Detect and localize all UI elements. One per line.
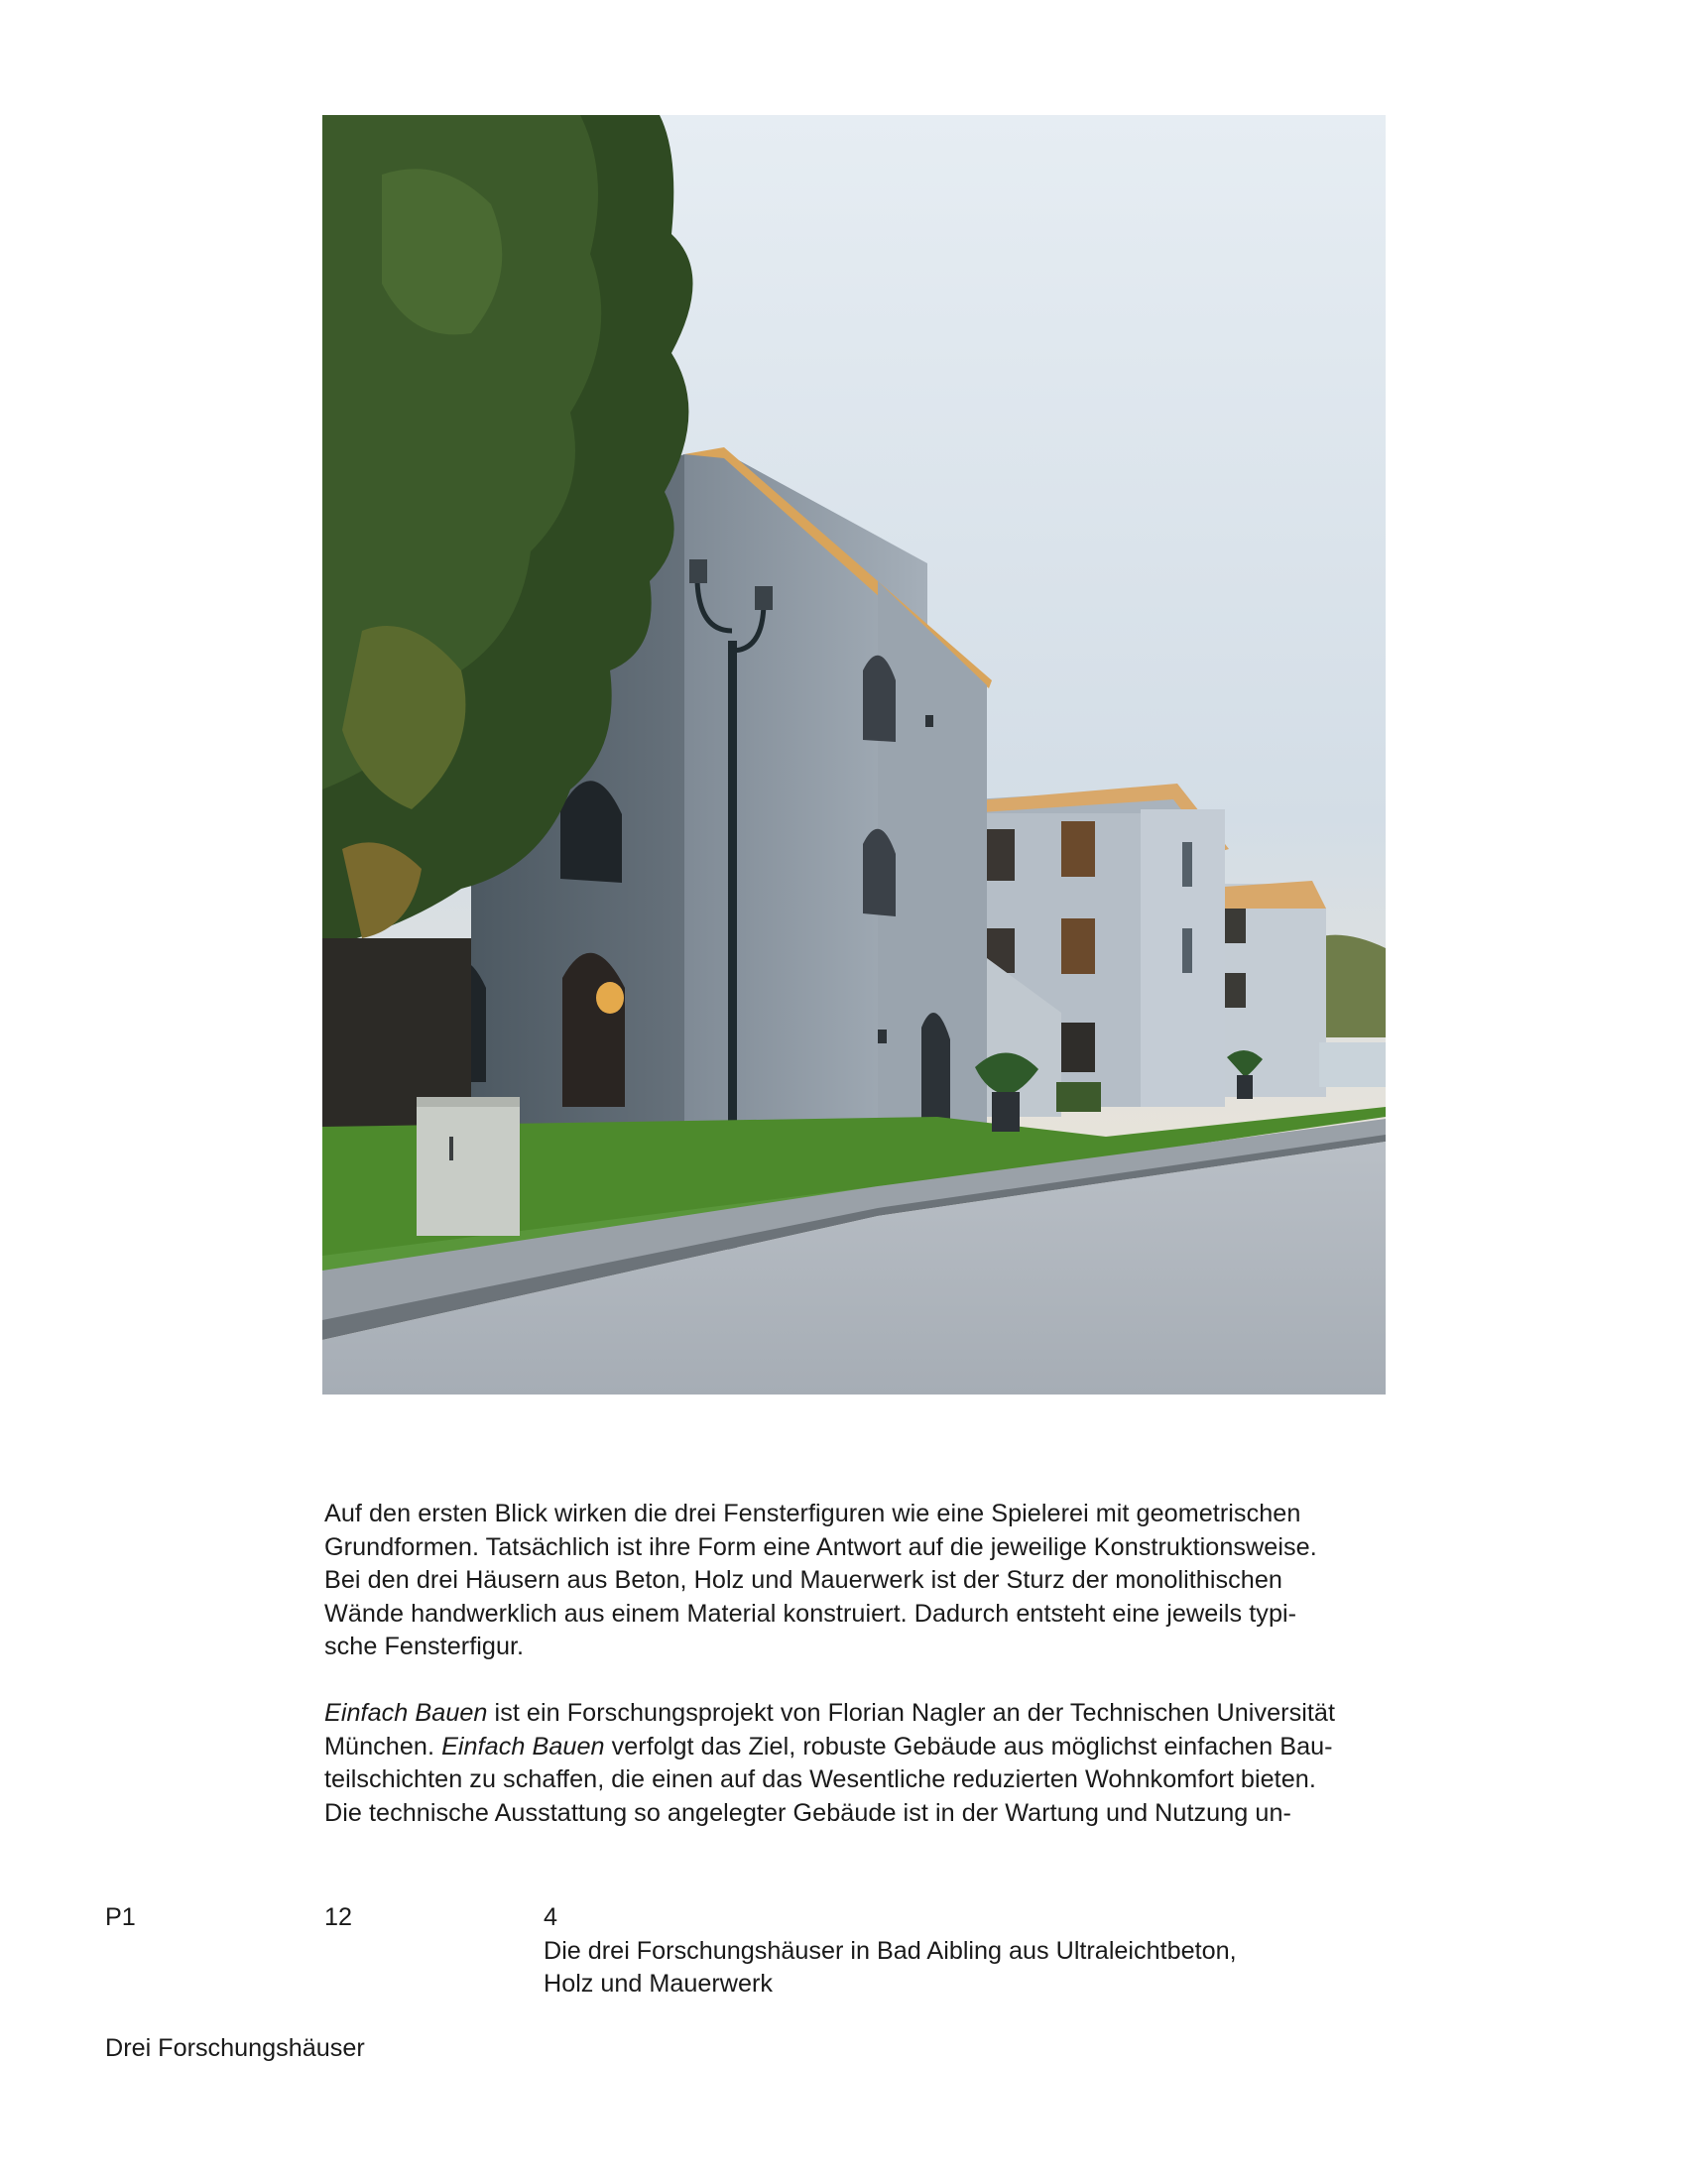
text-line: Grundformen. Tatsächlich ist ihre Form eine Antwort auf die jeweilige Konstruktionsweise. [324,1532,1317,1561]
project-name: Einfach Bauen [441,1732,605,1760]
text-line: Die technische Ausstattung so angelegter Gebäude ist in der Wartung und Nutzung un- [324,1798,1291,1827]
project-name: Einfach Bauen [324,1699,488,1727]
text-line [324,1731,1396,1764]
text-run: ist ein Forschungsprojekt von Florian Nagler an der Technischen Universität [487,1699,1336,1727]
text-line: Bei den drei Häusern aus Beton, Holz und Mauerwerk ist der Sturz der monolithischen [324,1566,1282,1594]
paragraph-window-figures [324,1498,1396,1664]
paragraph-einfach-bauen [324,1697,1396,1830]
figure-number: 4 [544,1903,558,1931]
text-line: Wände handwerklich aus einem Material konstruiert. Dadurch entsteht eine jeweils typi- [324,1599,1297,1628]
page-number: 12 [324,1903,353,1931]
text-run: verfolgt das Ziel, robuste Gebäude aus möglichst einfachen Bau- [604,1732,1333,1760]
text-line: Auf den ersten Blick wirken die drei Fensterfiguren wie eine Spielerei mit geometrischen [324,1500,1301,1527]
caption-line: Holz und Mauerwerk [544,1970,773,1998]
section-marker: P1 [105,1903,136,1931]
caption-line: Die drei Forschungshäuser in Bad Aibling aus Ultraleichtbeton, [544,1936,1237,1965]
text-line [324,1697,1396,1731]
chapter-title: Drei Forschungshäuser [105,2034,365,2062]
photo-research-houses [322,115,1386,1395]
figure-caption [544,1901,1237,2002]
photo-three-research-houses-icon [322,115,1386,1395]
text-line: teilschichten zu schaffen, die einen auf das Wesentliche reduzierten Wohnkomfort bieten. [324,1765,1316,1793]
text-run: München. [324,1732,442,1760]
text-line: sche Fensterfigur. [324,1633,525,1660]
body-text [324,1498,1396,1830]
